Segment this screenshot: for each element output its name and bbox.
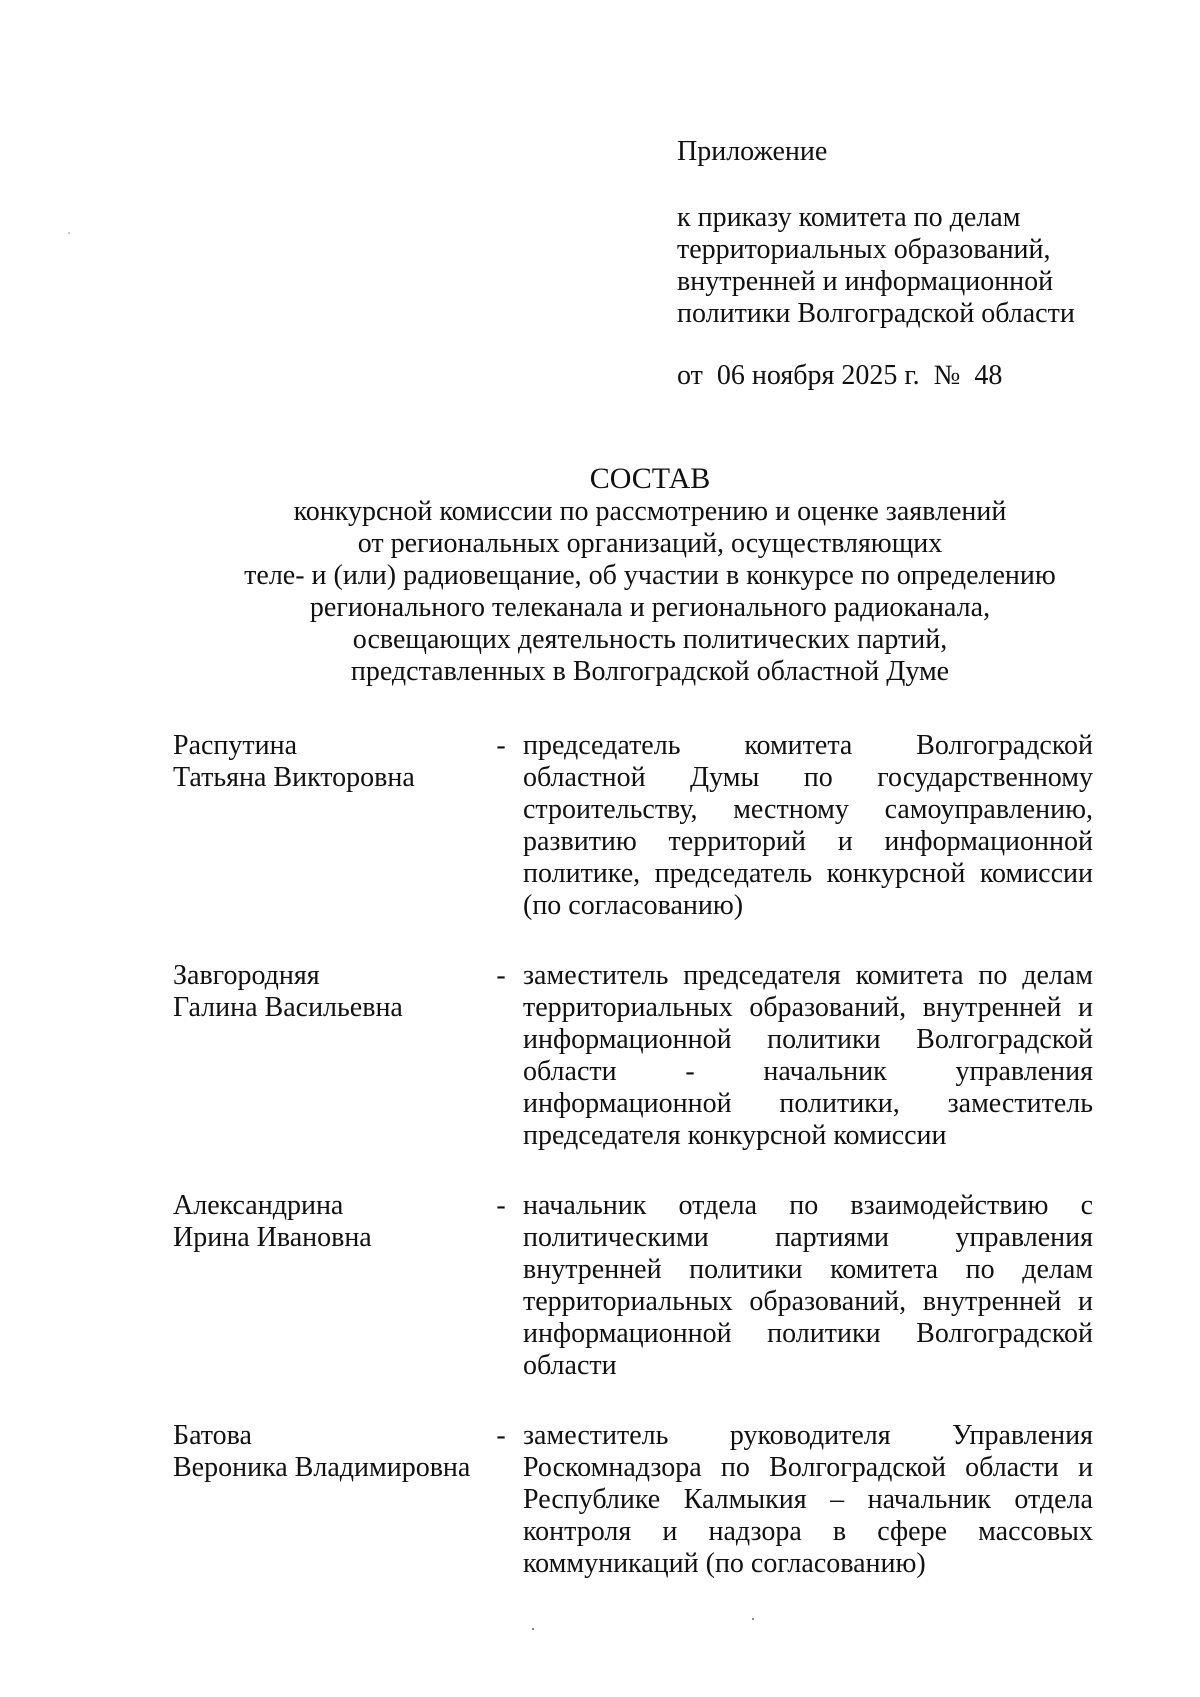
heading-line: от региональных организаций, осуществляющих [357, 528, 943, 559]
scan-speck [532, 1628, 534, 1630]
member-surname: Распутина [173, 730, 298, 761]
member-surname: Завгородняя [173, 960, 320, 991]
member-surname: Батова [173, 1420, 252, 1451]
member-role: заместитель руководителя Управления Роскомнадзора по Волгоградской области и Республике Калмыкия – начальник отдела контроля и надзора в сфере массовых коммуникаций (по согласованию) [523, 1420, 1093, 1579]
member-entry [173, 730, 1093, 926]
document-title: СОСТАВ [589, 462, 711, 495]
member-given-names: Ирина Ивановна [173, 1222, 372, 1253]
appendix-line: политики Волгоградской области [677, 298, 1075, 329]
member-dash: - [496, 1420, 506, 1451]
appendix-title: Приложение [677, 136, 828, 167]
scan-speck [752, 1618, 754, 1620]
heading-line: регионального телеканала и регионального радиоканала, [309, 592, 991, 623]
member-given-names: Татьяна Викторовна [173, 762, 415, 793]
member-role: начальник отдела по взаимодействию с политическими партиями управления внутренней политики комитета по делам территориальных образований, внутренней и информационной политики Волгоградской области [523, 1190, 1093, 1381]
heading-line: теле- и (или) радиовещание, об участии в конкурсе по определению [244, 560, 1056, 591]
member-name [173, 730, 483, 794]
scan-speck [68, 232, 70, 234]
heading-line: конкурсной комиссии по рассмотрению и оценке заявлений [293, 496, 1007, 527]
member-dash: - [496, 730, 506, 761]
member-name [173, 1190, 483, 1254]
appendix-line: территориальных образований, [677, 234, 1051, 265]
member-dash: - [496, 1190, 506, 1221]
member-entry [173, 1190, 1093, 1386]
member-name [173, 960, 483, 1024]
appendix-line: к приказу комитета по делам [677, 202, 1021, 233]
member-entry [173, 1420, 1093, 1584]
member-role: председатель комитета Волгоградской областной Думы по государственному строительству, местному самоуправлению, развитию территорий и информационной политике, председатель конкурсной комиссии (по согласованию) [523, 730, 1093, 921]
heading-line: освещающих деятельность политических партий, [352, 624, 948, 655]
member-name [173, 1420, 483, 1484]
document-heading [140, 462, 1160, 688]
member-entry [173, 960, 1093, 1156]
commission-members-list [173, 730, 1093, 1584]
order-date-number: от 06 ноября 2025 г. № 48 [677, 360, 1003, 391]
heading-line: представленных в Волгоградской областной Думе [350, 656, 950, 687]
member-role: заместитель председателя комитета по делам территориальных образований, внутренней и информационной политики Волгоградской области - начальник управления информационной политики, заместитель председателя конкурсной комиссии [523, 960, 1093, 1151]
member-surname: Александрина [173, 1190, 344, 1221]
appendix-block [677, 136, 1147, 392]
appendix-line: внутренней и информационной [677, 266, 1054, 297]
member-given-names: Вероника Владимировна [173, 1452, 471, 1483]
member-dash: - [496, 960, 506, 991]
member-given-names: Галина Васильевна [173, 992, 403, 1023]
